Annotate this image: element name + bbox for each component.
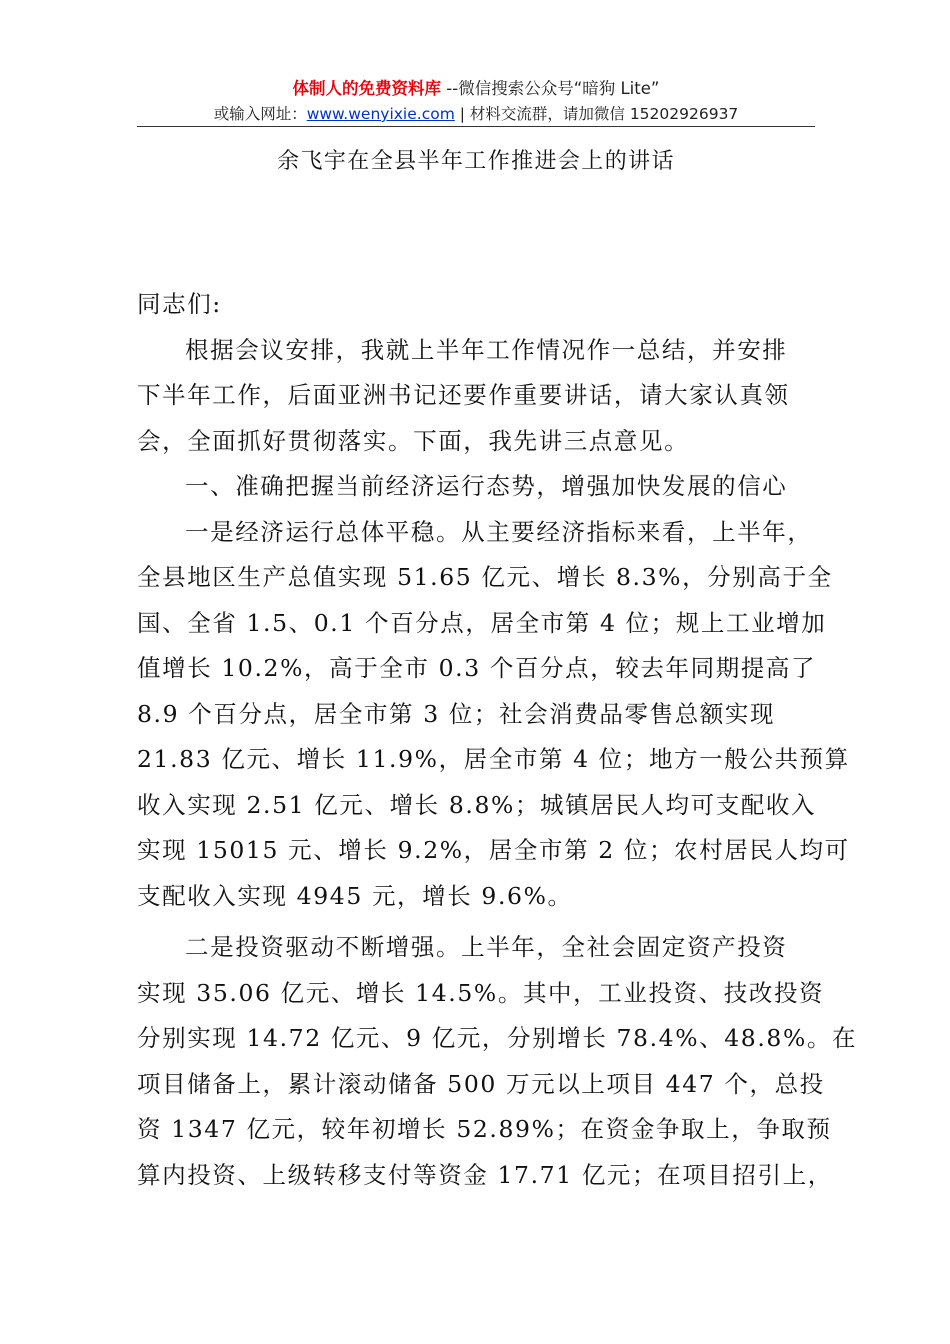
document-title: 余飞宇在全县半年工作推进会上的讲话 <box>277 149 675 174</box>
url-prefix: 或输入网址： <box>213 105 307 123</box>
paragraph-line: 8.9 个百分点，居全市第 3 位；社会消费品零售总额实现 <box>137 699 776 728</box>
paragraph-line: 全县地区生产总值实现 51.65 亿元、增长 8.3%，分别高于全 <box>137 563 833 591</box>
page-header <box>137 76 815 126</box>
website-link[interactable]: www.wenyixie.com <box>306 105 455 123</box>
brand-name: 体制人的免费资料库 <box>292 79 442 98</box>
paragraph-line: 实现 35.06 亿元、增长 14.5%。其中，工业投资、技改投资 <box>137 978 825 1007</box>
header-contact-line <box>137 102 815 126</box>
salutation: 同志们: <box>137 290 222 318</box>
wechat-note: --微信搜索公众号“暗狗 Lite” <box>441 79 660 98</box>
paragraph-line: 算内投资、上级转移支付等资金 17.71 亿元；在项目招引上， <box>137 1160 833 1189</box>
header-divider <box>137 126 815 127</box>
paragraph-line: 资 1347 亿元，较年初增长 52.89%；在资金争取上，争取预 <box>137 1115 832 1143</box>
paragraph-line: 下半年工作，后面亚洲书记还要作重要讲话，请大家认真领 <box>137 381 790 409</box>
header-promo-line <box>137 76 815 102</box>
paragraph-line: 分别实现 14.72 亿元、9 亿元，分别增长 78.4%、48.8%。在 <box>137 1024 858 1052</box>
document-body <box>137 282 858 1198</box>
paragraph-line: 实现 15015 元、增长 9.2%，居全市第 2 位；农村居民人均可 <box>137 836 850 864</box>
paragraph-line: 值增长 10.2%，高于全市 0.3 个百分点，较去年同期提高了 <box>137 654 817 682</box>
paragraph-line: 国、全省 1.5、0.1 个百分点，居全市第 4 位；规上工业增加 <box>137 608 827 637</box>
paragraph-line: 会，全面抓好贯彻落实。下面，我先讲三点意见。 <box>137 426 690 455</box>
paragraph-line: 21.83 亿元、增长 11.9%，居全市第 4 位；地方一般公共预算 <box>137 745 850 773</box>
section-heading: 一、准确把握当前经济运行态势，增强加快发展的信心 <box>185 472 788 500</box>
paragraph-line: 二是投资驱动不断增强。上半年，全社会固定资产投资 <box>185 933 788 961</box>
paragraph-line: 根据会议安排，我就上半年工作情况作一总结，并安排 <box>185 335 788 364</box>
paragraph-line: 收入实现 2.51 亿元、增长 8.8%；城镇居民人均可支配收入 <box>137 790 817 819</box>
paragraph-line: 项目储备上，累计滚动储备 500 万元以上项目 447 个，总投 <box>137 1069 825 1098</box>
contact-info: | 材料交流群，请加微信 15202926937 <box>454 105 739 123</box>
paragraph-line: 一是经济运行总体平稳。从主要经济指标来看，上半年， <box>185 517 813 546</box>
paragraph-line: 支配收入实现 4945 元，增长 9.6%。 <box>137 881 573 910</box>
